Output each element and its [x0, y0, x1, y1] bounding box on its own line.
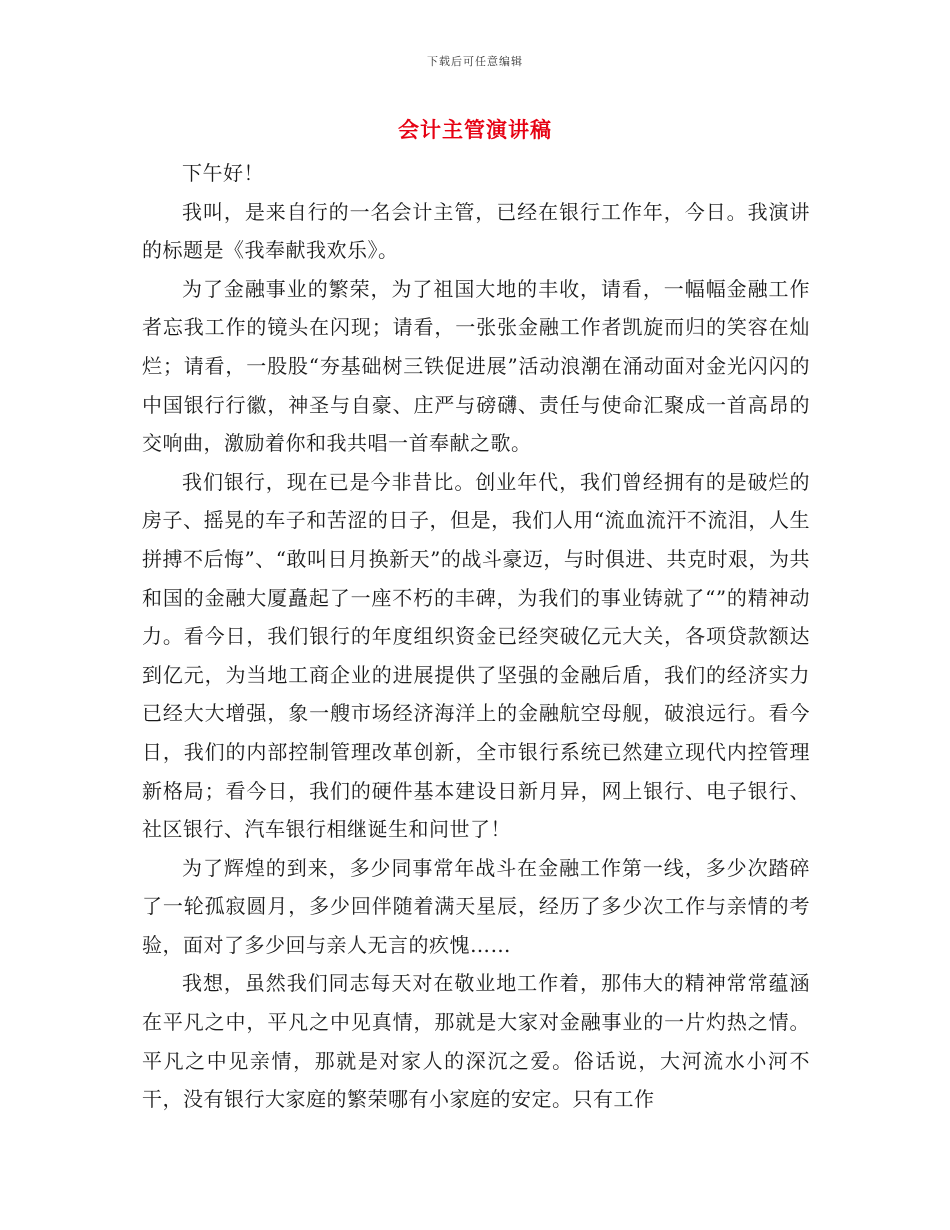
- paragraph-colleagues-sacrifice: 为了辉煌的到来，多少同事常年战斗在金融工作第一线，多少次踏碎了一轮孤寂圆月，多少回伴随着满天星辰，经历了多少次工作与亲情的考验，面对了多少回与亲人无言的疚愧……: [142, 855, 810, 957]
- paragraph-introduction: 我叫，是来自行的一名会计主管，已经在银行工作年，今日。我演讲的标题是《我奉献我欢乐》。: [142, 199, 810, 263]
- page-header-note: 下载后可任意编辑: [427, 55, 523, 68]
- paragraph-finance-prosperity: 为了金融事业的繁荣，为了祖国大地的丰收，请看，一幅幅金融工作者忘我工作的镜头在闪现；请看，一张张金融工作者凯旋而归的笑容在灿烂；请看，一股股“夯基础树三铁促进展”活动浪潮在涌动面对金光闪闪的中国银行行徽，神圣与自豪、庄严与磅礴、责任与使命汇聚成一首高昂的交响曲，激励着你和我共唱一首奉献之歌。: [142, 276, 810, 456]
- paragraph-ordinary-spirit: 我想，虽然我们同志每天对在敬业地工作着，那伟大的精神常常蕴涵在平凡之中，平凡之中见真情，那就是大家对金融事业的一片灼热之情。平凡之中见亲情，那就是对家人的深沉之爱。俗话说，大河流水小河不干，没有银行大家庭的繁荣哪有小家庭的安定。只有工作: [142, 971, 810, 1112]
- paragraph-greeting: 下午好！: [182, 161, 264, 185]
- document-body: [142, 154, 810, 1119]
- document-title: 会计主管演讲稿: [398, 118, 552, 142]
- paragraph-bank-history: 我们银行，现在已是今非昔比。创业年代，我们曾经拥有的是破烂的房子、摇晃的车子和苦涩的日子，但是，我们人用“流血流汗不流泪，人生拼搏不后悔”、“敢叫日月换新天”的战斗豪迈，与时俱进、共克时艰，为共和国的金融大厦矗起了一座不朽的丰碑，为我们的事业铸就了“”的精神动力。看今日，我们银行的年度组织资金已经突破亿元大关，各项贷款额达到亿元，为当地工商企业的进展提供了坚强的金融后盾，我们的经济实力已经大大增强，象一艘市场经济海洋上的金融航空母舰，破浪远行。看今日，我们的内部控制管理改革创新，全市银行系统已然建立现代内控管理新格局；看今日，我们的硬件基本建设日新月异，网上银行、电子银行、社区银行、汽车银行相继诞生和问世了！: [142, 469, 810, 842]
